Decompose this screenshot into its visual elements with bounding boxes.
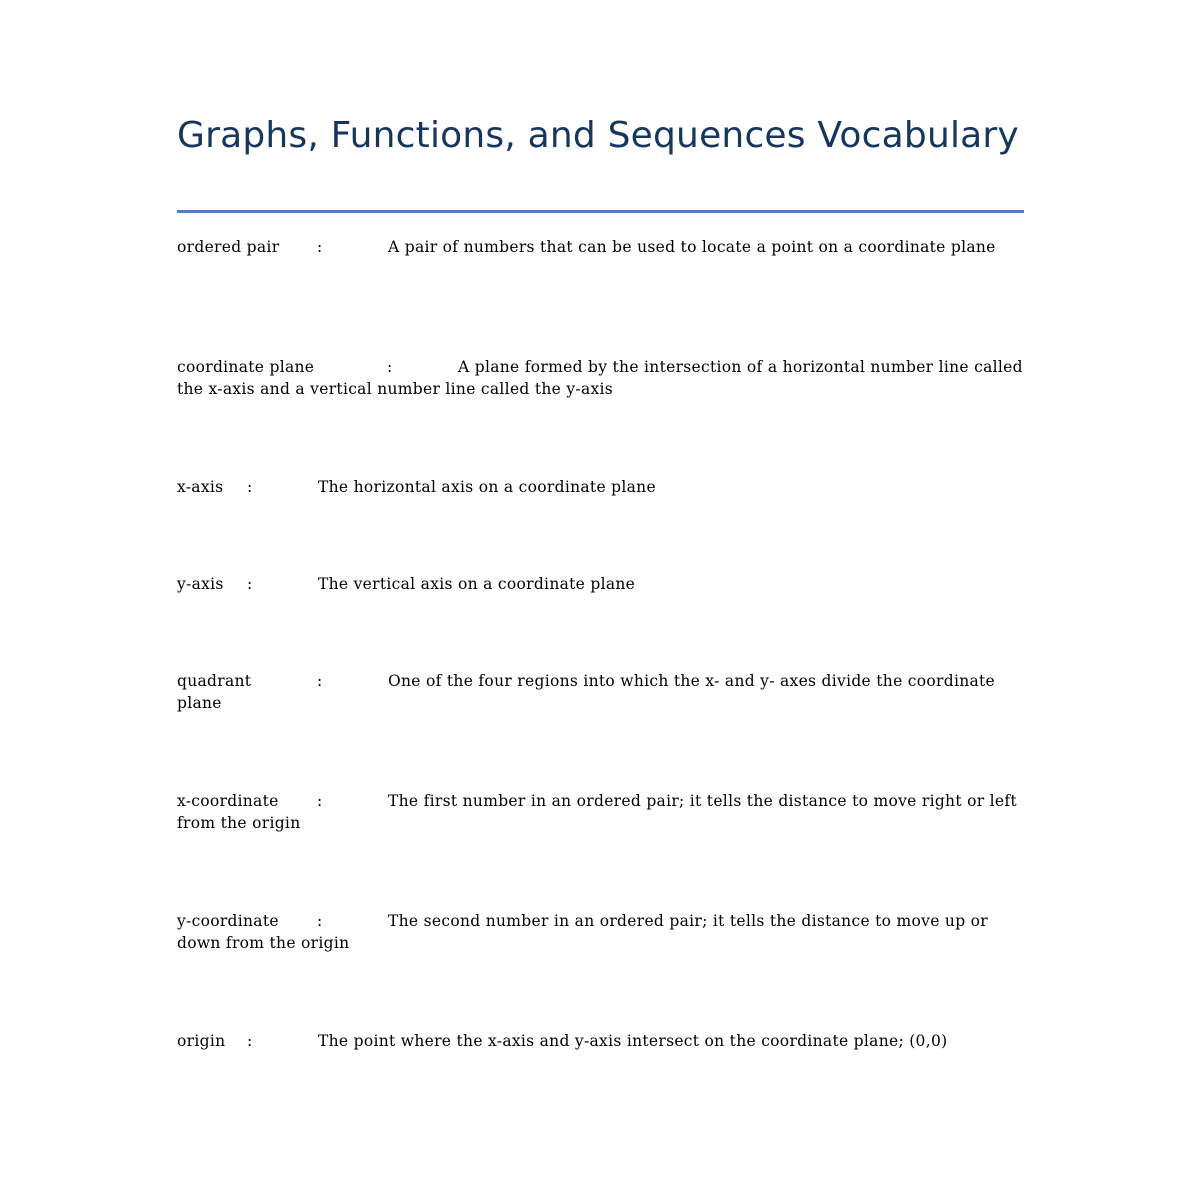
title-underline (177, 210, 1024, 213)
vocab-entry-quadrant (177, 670, 1027, 714)
term-separator: : (317, 912, 323, 930)
vocab-term: y-axis (177, 575, 224, 593)
document-title: Graphs, Functions, and Sequences Vocabulary (177, 115, 1019, 156)
vocab-term: x-axis (177, 478, 224, 496)
vocab-definition: The point where the x-axis and y-axis intersect on the coordinate plane; (0,0) (318, 1032, 948, 1050)
vocab-term: y-coordinate (177, 912, 279, 930)
term-separator: : (247, 1032, 253, 1050)
term-separator: : (387, 358, 393, 376)
vocab-definition: One of the four regions into which the x- and y- axes divide the coordinate plane (177, 672, 996, 712)
vocab-term: ordered pair (177, 238, 280, 256)
vocab-definition: The second number in an ordered pair; it tells the distance to move up or down from the origin (177, 912, 988, 952)
vocab-term: coordinate plane (177, 358, 315, 376)
vocab-definition: The vertical axis on a coordinate plane (318, 575, 636, 593)
vocab-term: x-coordinate (177, 792, 279, 810)
vocab-definition: A plane formed by the intersection of a horizontal number line called the x-axis and a vertical number line called the y-axis (177, 358, 1023, 398)
vocab-definition: The horizontal axis on a coordinate plane (318, 478, 656, 496)
vocab-entry-y-axis (177, 573, 1027, 595)
vocab-term: quadrant (177, 672, 252, 690)
term-separator: : (317, 238, 323, 256)
vocab-definition: A pair of numbers that can be used to locate a point on a coordinate plane (388, 238, 996, 256)
term-separator: : (317, 792, 323, 810)
vocab-entry-x-coordinate (177, 790, 1027, 834)
vocab-definition: The first number in an ordered pair; it tells the distance to move right or left from the origin (177, 792, 1017, 832)
vocab-entry-coordinate-plane (177, 356, 1027, 400)
vocab-entry-y-coordinate (177, 910, 1027, 954)
vocab-term: origin (177, 1032, 226, 1050)
vocab-entry-origin (177, 1030, 1027, 1052)
vocab-entry-x-axis (177, 476, 1027, 498)
term-separator: : (247, 575, 253, 593)
vocab-entry-ordered-pair (177, 236, 1027, 258)
term-separator: : (317, 672, 323, 690)
term-separator: : (247, 478, 253, 496)
